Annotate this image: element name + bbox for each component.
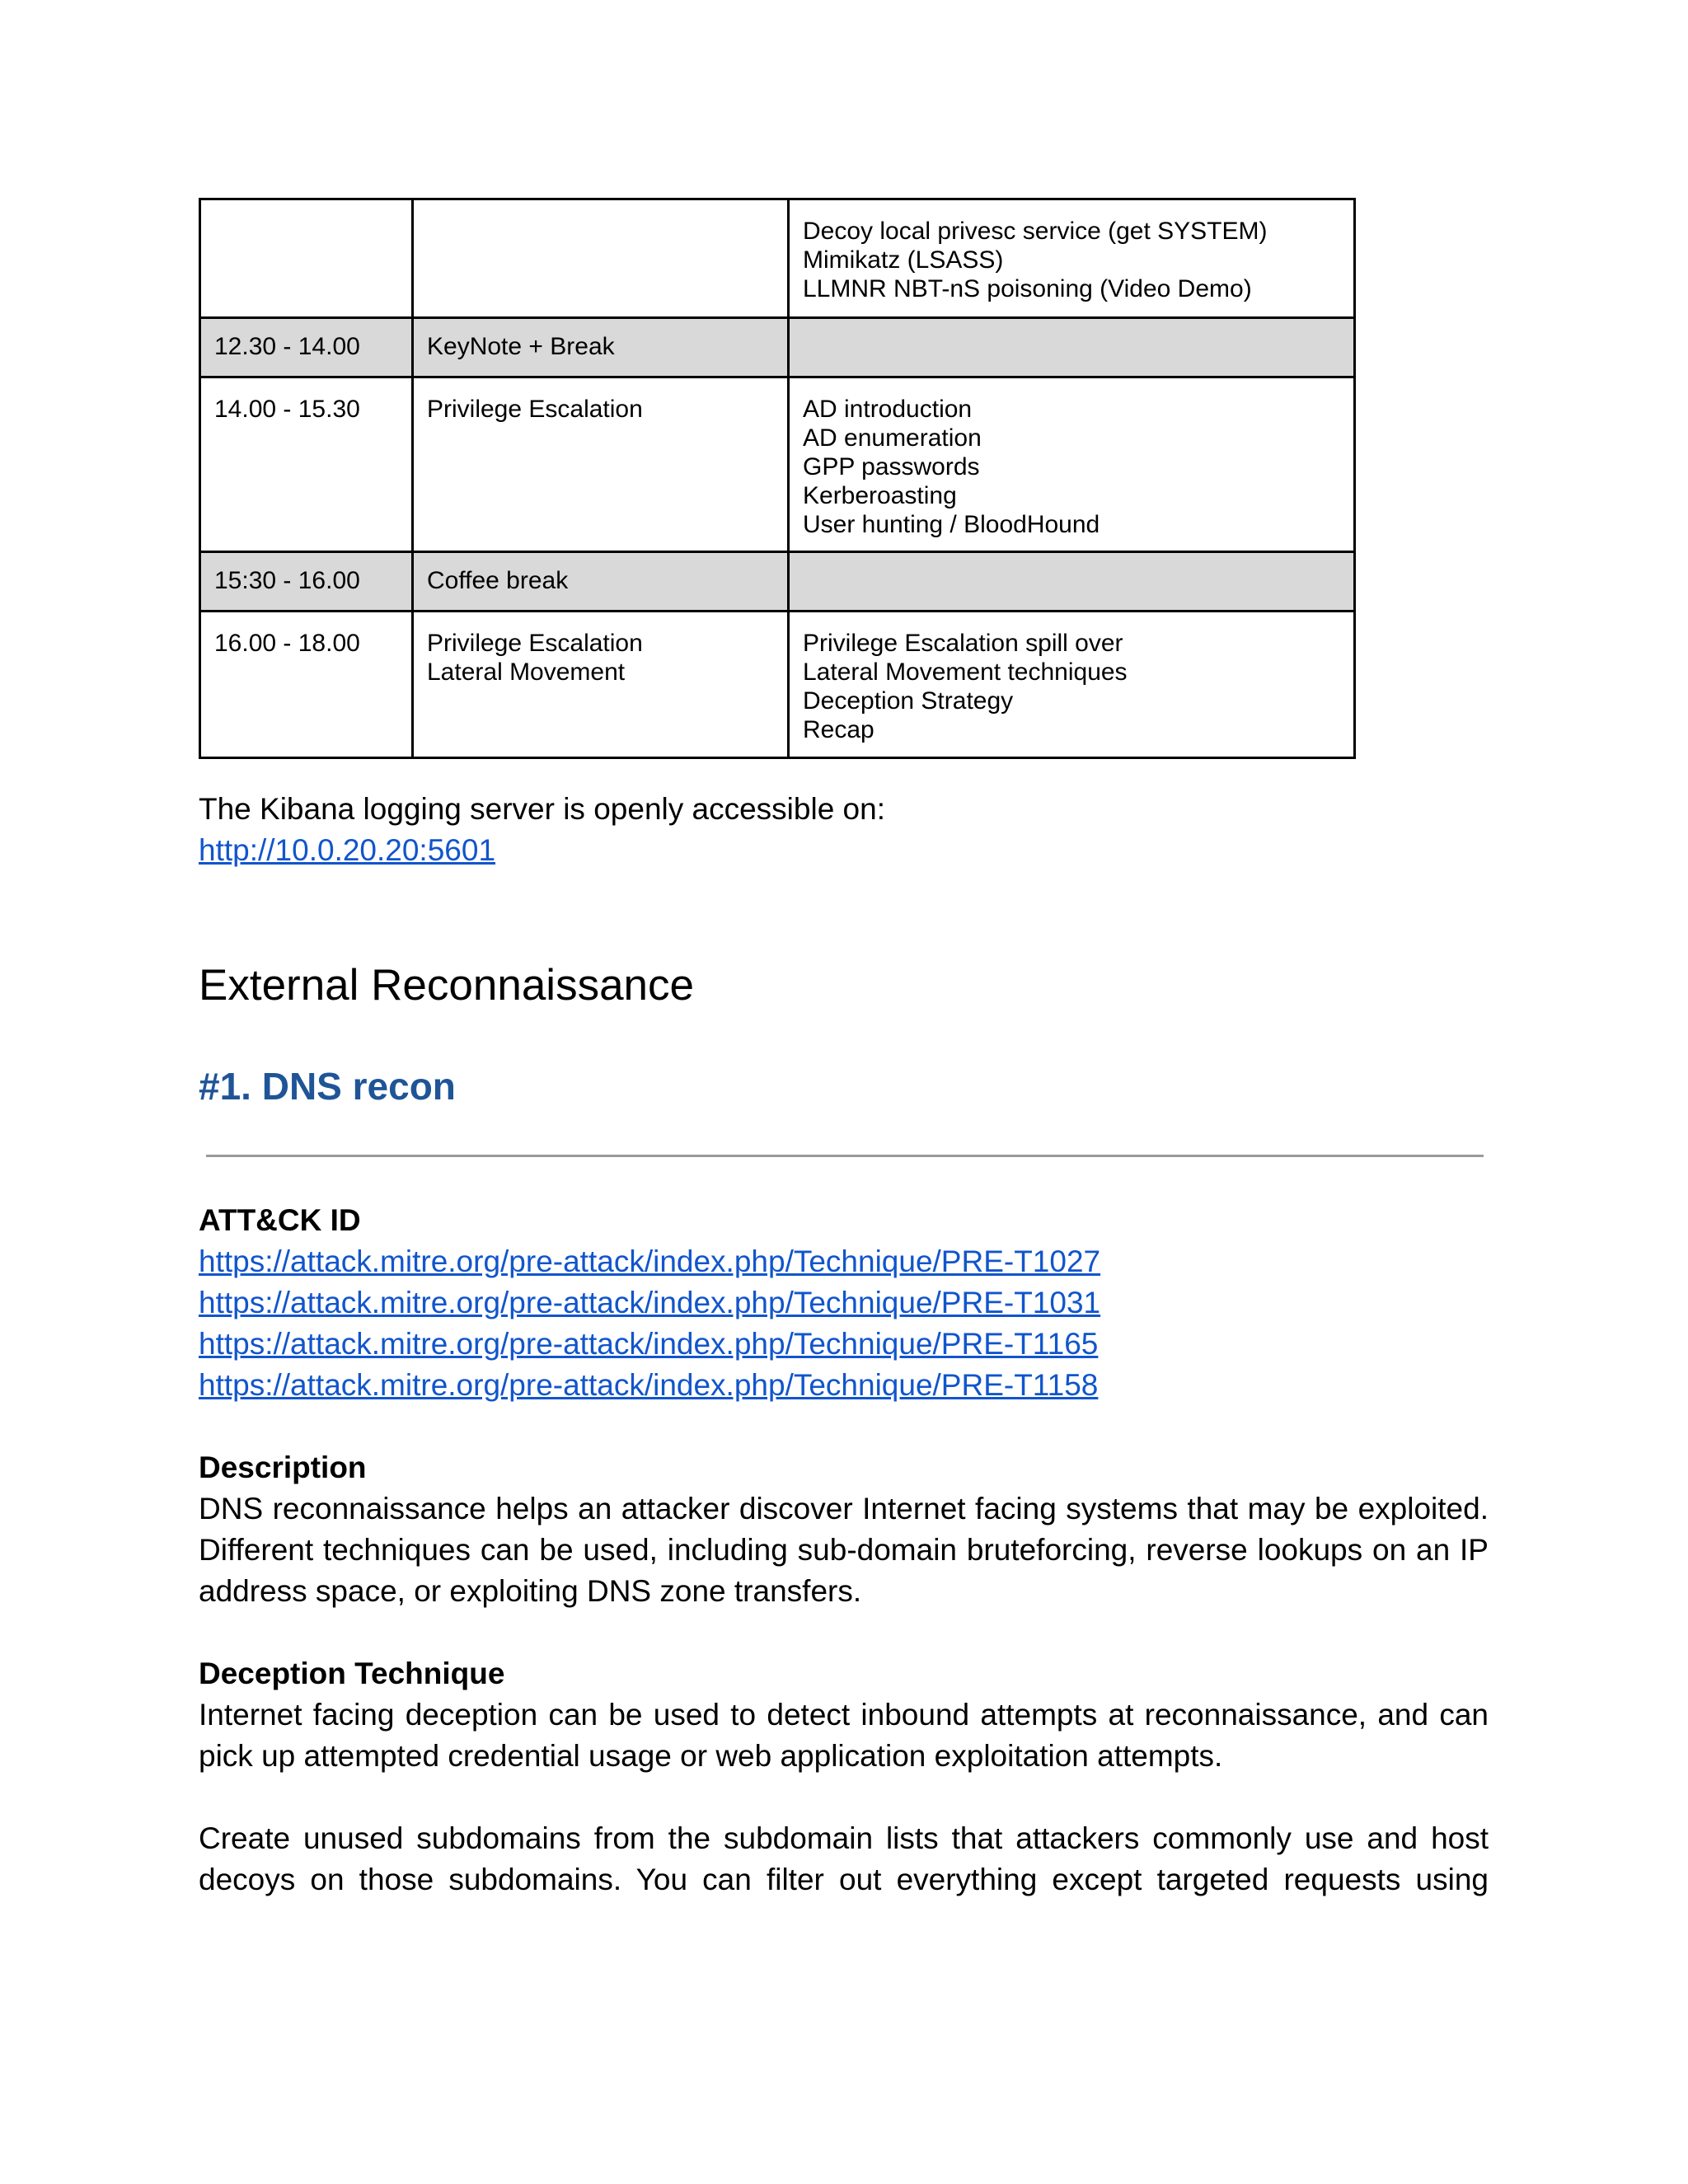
schedule-detail-item: Privilege Escalation spill over	[803, 630, 1123, 657]
deception-block-2	[199, 1818, 1489, 1900]
schedule-time: 12.30 - 14.00	[214, 333, 360, 360]
attack-link[interactable]: https://attack.mitre.org/pre-attack/index.php/Technique/PRE-T1158	[199, 1368, 1099, 1402]
schedule-detail-item: Lateral Movement techniques	[803, 658, 1128, 686]
horizontal-rule	[206, 1155, 1484, 1157]
schedule-table	[199, 198, 1356, 759]
attack-link[interactable]: https://attack.mitre.org/pre-attack/index.php/Technique/PRE-T1027	[199, 1244, 1101, 1278]
kibana-text: The Kibana logging server is openly accessible on:	[199, 792, 885, 826]
schedule-time: 15:30 - 16.00	[214, 567, 360, 594]
schedule-details-cell	[789, 552, 1355, 612]
attack-link-list	[199, 1241, 1489, 1406]
attack-link[interactable]: https://attack.mitre.org/pre-attack/index.php/Technique/PRE-T1031	[199, 1286, 1101, 1319]
attack-id-label: ATT&CK ID	[199, 1203, 361, 1237]
schedule-detail-item: AD enumeration	[803, 424, 982, 452]
schedule-topic: KeyNote + Break	[427, 333, 615, 360]
schedule-detail-item: User hunting / BloodHound	[803, 511, 1100, 538]
schedule-detail-item: AD introduction	[803, 396, 973, 423]
schedule-topic-cell	[413, 612, 789, 758]
schedule-detail-item: LLMNR NBT-nS poisoning (Video Demo)	[803, 275, 1252, 302]
schedule-row	[200, 377, 1355, 552]
schedule-topic: Coffee break	[427, 567, 569, 594]
kibana-link[interactable]: http://10.0.20.20:5601	[199, 833, 496, 867]
schedule-time-cell	[200, 612, 413, 758]
description-block	[199, 1447, 1489, 1612]
attack-id-block	[199, 1200, 1489, 1406]
schedule-topic-cell	[413, 318, 789, 377]
schedule-time: 14.00 - 15.30	[214, 396, 360, 423]
schedule-details-cell	[789, 377, 1355, 552]
schedule-topic: Privilege Escalation	[427, 396, 643, 423]
deception-label: Deception Technique	[199, 1657, 505, 1690]
description-text: DNS reconnaissance helps an attacker discover Internet facing systems that may be exploited. Different techniques can be used, including sub-domain bruteforcing, reverse lookups on an IP address space, or exploiting DNS zone transfers.	[199, 1492, 1489, 1608]
schedule-row	[200, 318, 1355, 377]
subsection-title: #1. DNS recon	[199, 1065, 456, 1108]
deception-block	[199, 1653, 1489, 1777]
schedule-detail-item: GPP passwords	[803, 453, 980, 480]
schedule-topic-cell	[413, 199, 789, 318]
schedule-details-cell	[789, 199, 1355, 318]
schedule-details-cell	[789, 318, 1355, 377]
attack-link[interactable]: https://attack.mitre.org/pre-attack/index.php/Technique/PRE-T1165	[199, 1327, 1099, 1361]
schedule-row	[200, 552, 1355, 612]
schedule-row	[200, 199, 1355, 318]
schedule-time-cell	[200, 377, 413, 552]
schedule-row	[200, 612, 1355, 758]
subsection-heading	[199, 1064, 1489, 1108]
schedule-detail-item: Recap	[803, 716, 874, 743]
deception-paragraph-2: Create unused subdomains from the subdomain lists that attackers commonly use and host decoys on those subdomains. You can filter out everything except targeted requests using	[199, 1821, 1489, 1896]
schedule-time-cell	[200, 199, 413, 318]
schedule-details-cell	[789, 612, 1355, 758]
schedule-time-cell	[200, 552, 413, 612]
kibana-block	[199, 789, 1489, 871]
deception-paragraph-1: Internet facing deception can be used to detect inbound attempts at reconnaissance, and can pick up attempted credential usage or web application exploitation attempts.	[199, 1698, 1489, 1773]
page-title: External Reconnaissance	[199, 961, 695, 1010]
schedule-detail-item: Kerberoasting	[803, 482, 957, 509]
schedule-time: 16.00 - 18.00	[214, 630, 360, 657]
description-label: Description	[199, 1451, 367, 1484]
schedule-topic: Lateral Movement	[427, 658, 626, 686]
section-heading	[199, 961, 1489, 1010]
schedule-detail-item: Mimikatz (LSASS)	[803, 246, 1004, 274]
schedule-detail-item: Deception Strategy	[803, 687, 1014, 715]
schedule-topic-cell	[413, 552, 789, 612]
schedule-topic: Privilege Escalation	[427, 630, 643, 657]
schedule-detail-item: Decoy local privesc service (get SYSTEM)	[803, 218, 1268, 245]
schedule-time-cell	[200, 318, 413, 377]
schedule-topic-cell	[413, 377, 789, 552]
